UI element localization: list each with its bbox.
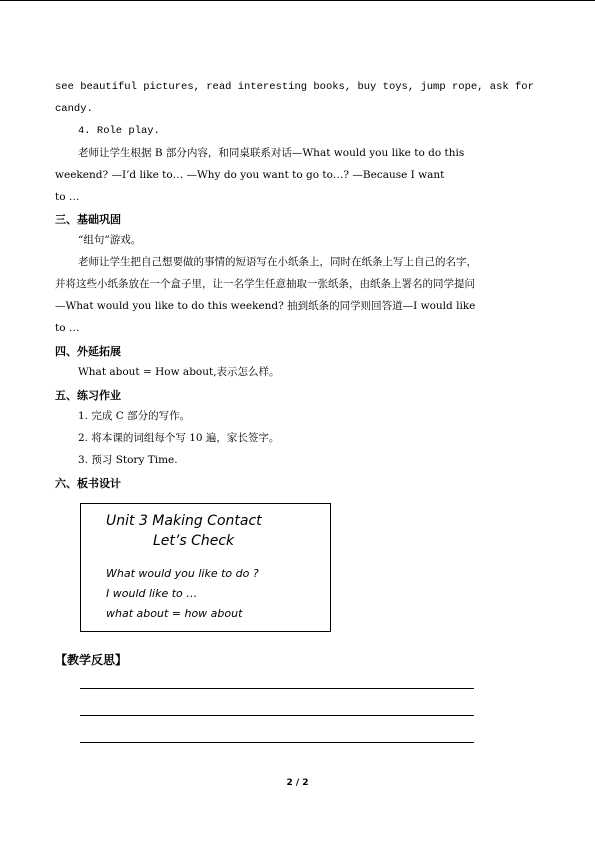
- blackboard-design-box: [80, 503, 331, 632]
- section-heading-5: 五、练习作业: [55, 389, 121, 402]
- reflection-line: [80, 688, 474, 689]
- paragraph-line: —What would you like to do this weekend? 抽到纸条的同学则回答道—I would like: [55, 300, 476, 312]
- top-rule: [0, 0, 595, 1]
- paragraph-line: to …: [55, 191, 80, 203]
- body-line: candy.: [55, 103, 93, 115]
- homework-item: 3. 预习 Story Time.: [78, 454, 178, 466]
- paragraph-line: What about = How about,表示怎么样。: [78, 366, 280, 378]
- reflection-heading: 【教学反思】: [55, 653, 128, 667]
- paragraph-line: 老师让学生根据 B 部分内容，和同桌联系对话—What would you like to do this: [78, 147, 465, 159]
- body-line: see beautiful pictures, read interesting books, buy toys, jump rope, ask for: [55, 81, 534, 93]
- board-line: I would like to …: [106, 587, 198, 600]
- game-title: “组句”游戏。: [78, 234, 142, 246]
- page-number: 2 / 2: [286, 778, 309, 788]
- homework-item: 2. 将本课的词组每个写 10 遍，家长签字。: [78, 432, 280, 444]
- paragraph-line: 老师让学生把自己想要做的事情的短语写在小纸条上，同时在纸条上写上自己的名字，: [78, 256, 477, 268]
- board-line: What would you like to do ?: [106, 567, 259, 580]
- homework-item: 1. 完成 C 部分的写作。: [78, 410, 191, 422]
- board-subtitle: Let’s Check: [153, 533, 235, 549]
- section-heading-6: 六、板书设计: [55, 477, 121, 490]
- board-line: what about = how about: [106, 607, 243, 620]
- reflection-line: [80, 742, 474, 743]
- paragraph-line: 并将这些小纸条放在一个盒子里，让一名学生任意抽取一张纸条，由纸条上署名的同学提问: [55, 278, 475, 290]
- paragraph-line: weekend? —I’d like to… —Why do you want to go to…? —Because I want: [55, 169, 445, 181]
- section-heading-3: 三、基础巩固: [55, 213, 121, 226]
- list-item-role-play: 4. Role play.: [78, 125, 160, 137]
- section-heading-4: 四、外延拓展: [55, 345, 121, 358]
- board-title: Unit 3 Making Contact: [106, 513, 262, 529]
- paragraph-line: to …: [55, 322, 80, 334]
- reflection-line: [80, 715, 474, 716]
